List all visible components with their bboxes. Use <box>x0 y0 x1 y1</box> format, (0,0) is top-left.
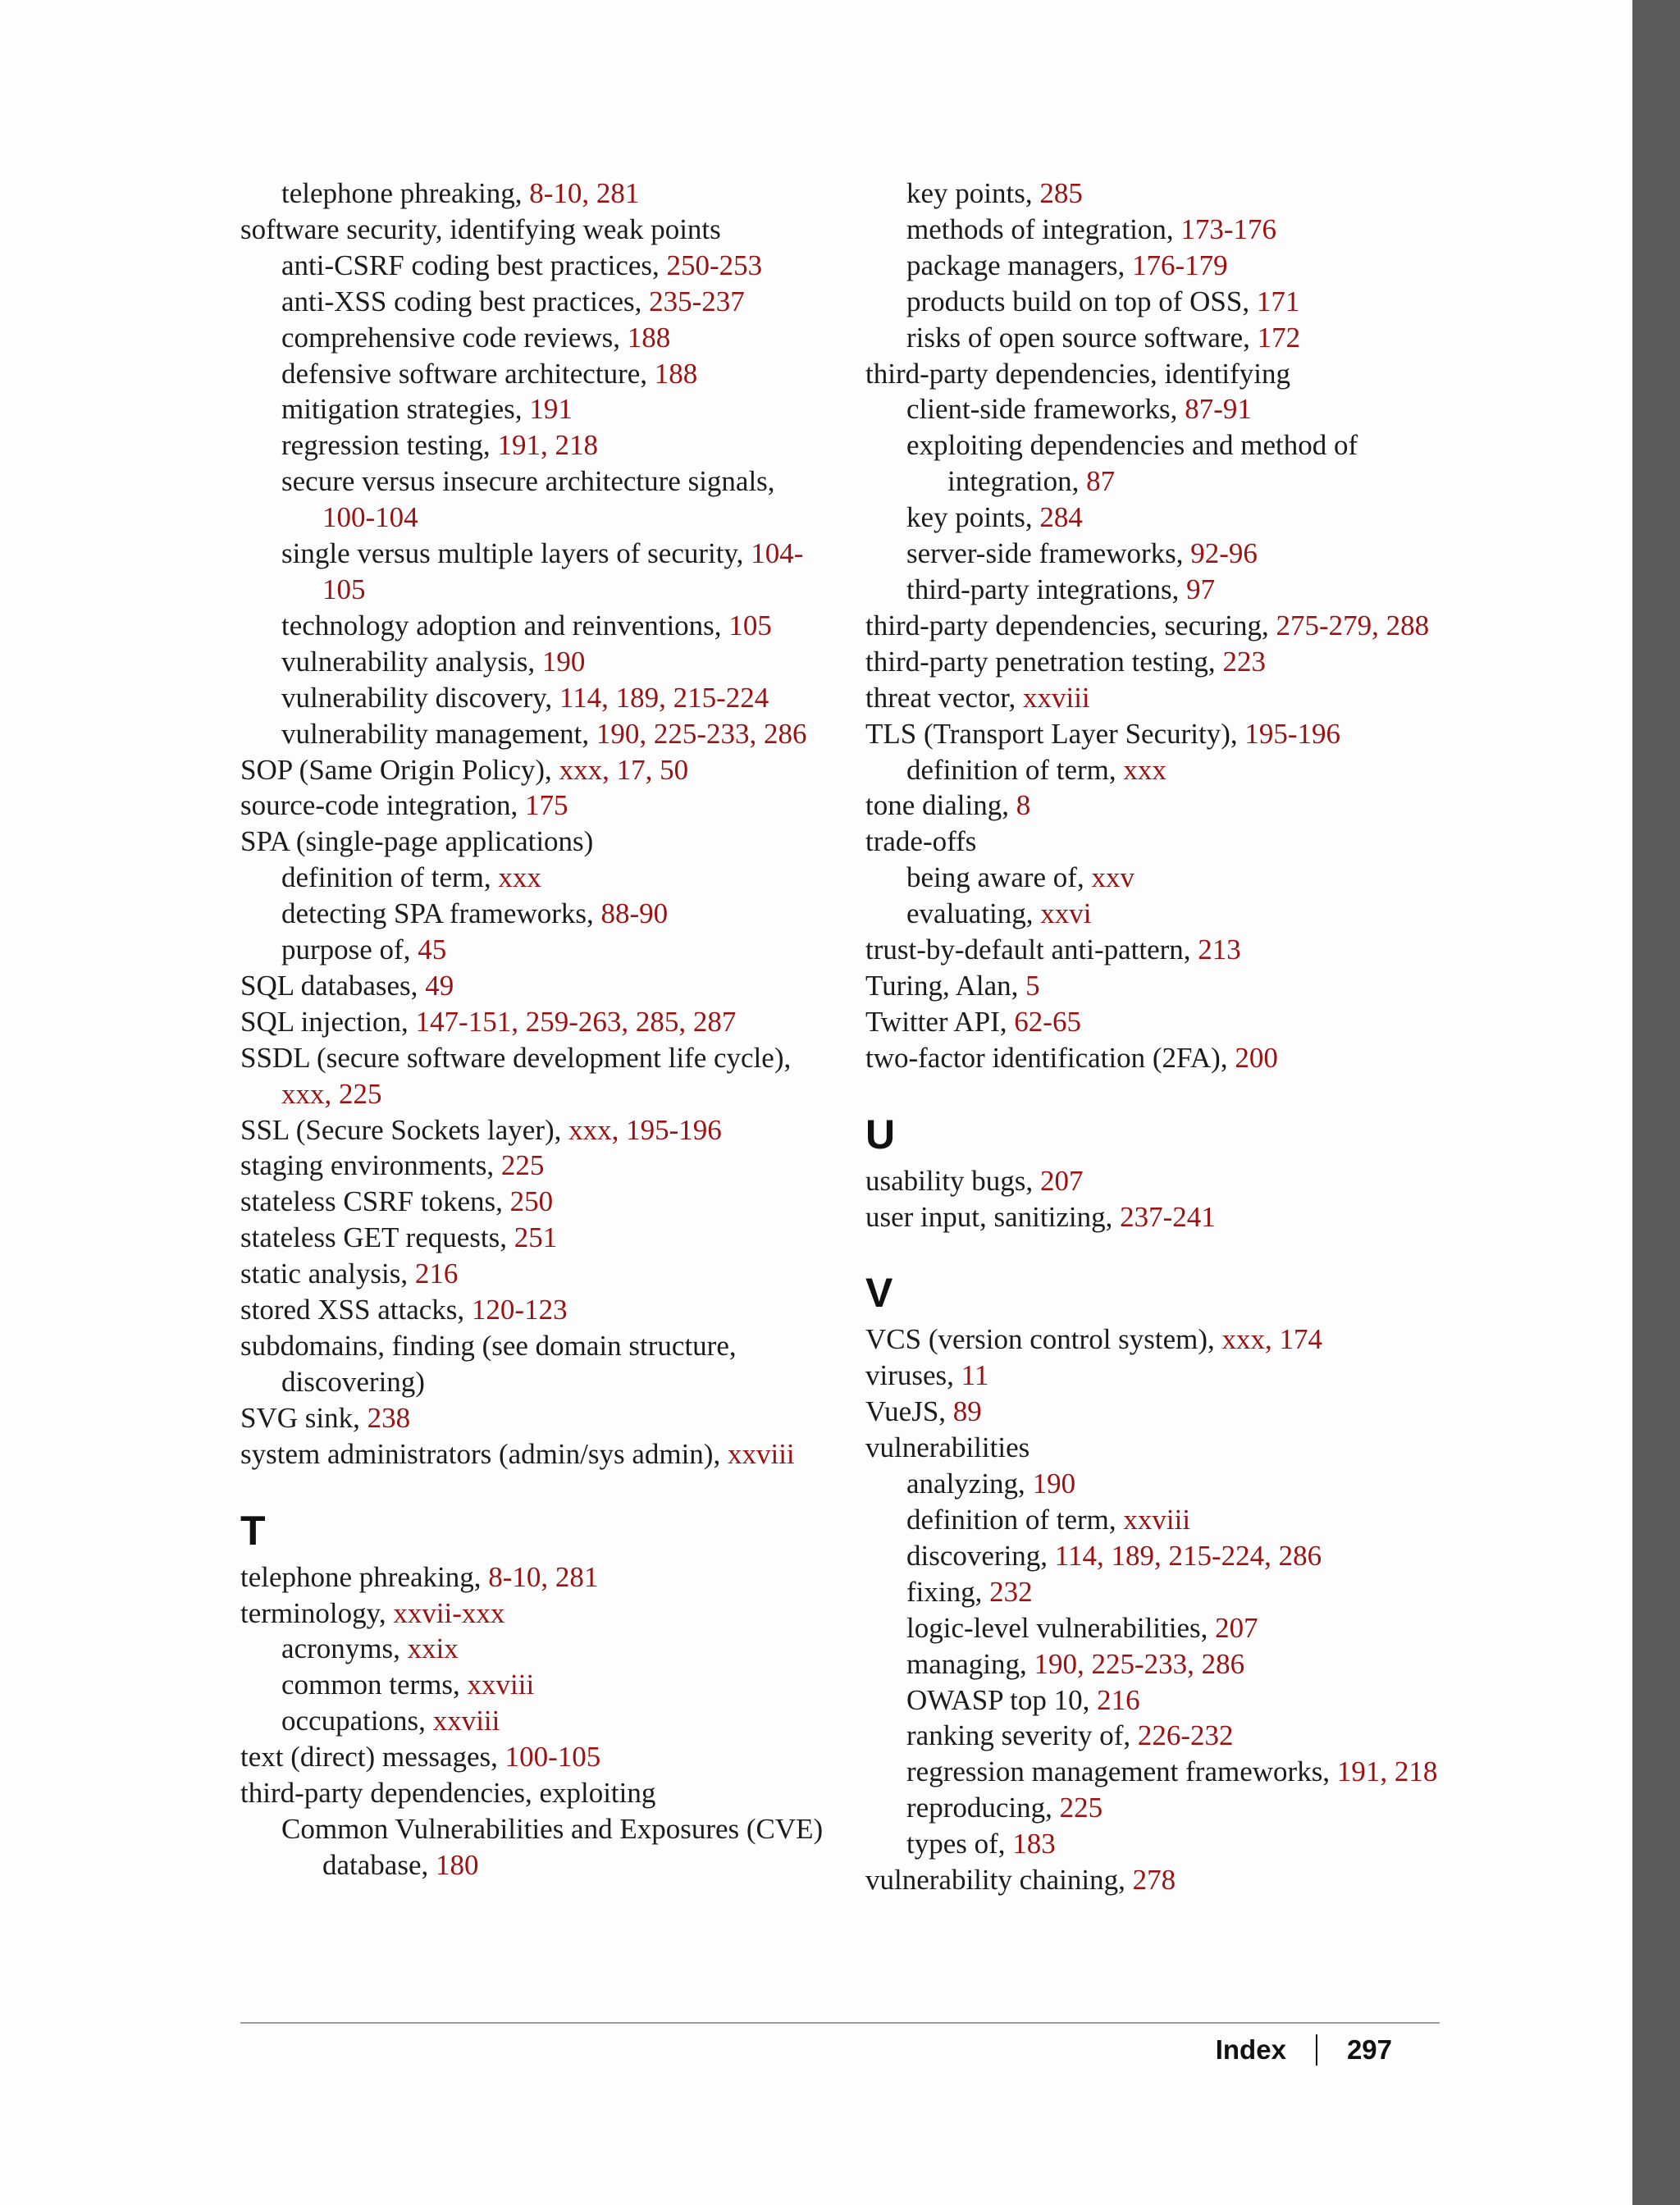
index-entry <box>865 356 1456 392</box>
page-references[interactable]: 213 <box>1198 934 1241 966</box>
entry-term: trust-by-default anti-pattern, <box>865 934 1198 966</box>
page-references[interactable]: xxx, 225 <box>281 1077 382 1110</box>
index-subentry <box>865 284 1456 320</box>
index-column-left <box>240 176 831 1883</box>
entry-term: logic-level vulnerabilities, <box>906 1611 1216 1644</box>
entry-term: TLS (Transport Layer Security), <box>865 717 1245 750</box>
index-entry <box>865 1163 1456 1199</box>
page-references[interactable]: 172 <box>1257 321 1301 354</box>
index-subentry <box>865 1790 1456 1826</box>
page-references[interactable]: 100-104 <box>322 501 418 534</box>
index-subentry <box>865 860 1456 896</box>
entry-term: key points, <box>906 501 1040 534</box>
entry-term: SOP (Same Origin Policy), <box>240 753 559 786</box>
entry-term: stateless CSRF tokens, <box>240 1185 510 1218</box>
page-references[interactable]: xxviii <box>1022 681 1090 714</box>
index-letter-heading: U <box>865 1111 896 1157</box>
page-references[interactable]: 207 <box>1215 1611 1258 1644</box>
entry-term: vulnerability management, <box>281 717 596 750</box>
index-subentry <box>240 896 831 932</box>
page-references[interactable]: 216 <box>414 1258 459 1290</box>
scrollbar-track[interactable] <box>1632 0 1680 2205</box>
entry-term: key points, <box>906 177 1040 209</box>
entry-term: detecting SPA frameworks, <box>281 897 601 930</box>
index-entry <box>865 1862 1456 1898</box>
entry-term: purpose of, <box>281 934 418 966</box>
entry-term: SQL injection, <box>240 1005 416 1038</box>
entry-term: comprehensive code reviews, <box>281 321 628 354</box>
entry-term: stored XSS attacks, <box>240 1294 472 1326</box>
index-subentry <box>240 284 831 320</box>
index-subentry <box>865 212 1456 248</box>
entry-term: threat vector, <box>865 681 1023 714</box>
page-references[interactable]: 171 <box>1256 285 1300 317</box>
index-letter-heading: T <box>240 1507 266 1554</box>
page-references[interactable]: 284 <box>1039 501 1083 534</box>
page-references[interactable]: 183 <box>1012 1828 1056 1860</box>
page-references[interactable]: 8-10, 281 <box>529 177 640 209</box>
index-entry <box>240 1148 831 1184</box>
index-subentry <box>240 932 831 968</box>
entry-term: evaluating, <box>906 897 1041 930</box>
index-subentry <box>240 860 831 896</box>
index-entry <box>240 1220 831 1256</box>
entry-term: defensive software architecture, <box>281 357 655 390</box>
index-subentry <box>865 500 1456 536</box>
page-references[interactable]: 223 <box>1222 645 1266 678</box>
index-subentry <box>865 320 1456 356</box>
entry-term: usability bugs, <box>865 1164 1040 1197</box>
index-entry <box>240 212 831 248</box>
index-subentry <box>865 1754 1456 1790</box>
page-references[interactable]: xxvi <box>1040 897 1092 930</box>
page-references[interactable]: xxx, 174 <box>1221 1323 1323 1356</box>
entry-term: system administrators (admin/sys admin), <box>240 1437 728 1470</box>
page-references[interactable]: 147-151, 259-263, 285, 287 <box>415 1005 737 1038</box>
index-entry <box>240 1004 831 1040</box>
entry-term: third-party dependencies, securing, <box>865 609 1276 641</box>
page-references[interactable]: 238 <box>367 1401 411 1434</box>
index-entry <box>240 1328 831 1400</box>
entry-term: viruses, <box>865 1359 961 1392</box>
index-subentry <box>865 176 1456 212</box>
index-entry <box>865 644 1456 680</box>
entry-term: SQL databases, <box>240 969 426 1002</box>
index-subentry <box>865 896 1456 932</box>
index-subentry <box>865 1682 1456 1719</box>
entry-term: exploiting dependencies and method of integration, <box>906 429 1358 498</box>
index-subentry <box>865 427 1456 500</box>
page-references[interactable]: xxviii <box>432 1705 500 1737</box>
entry-term: vulnerabilities <box>865 1431 1030 1464</box>
page-references[interactable]: 235-237 <box>649 285 745 317</box>
page-references[interactable]: 278 <box>1132 1864 1176 1897</box>
page-references[interactable]: 175 <box>524 789 568 822</box>
index-subentry <box>865 1574 1456 1610</box>
index-subentry <box>865 391 1456 427</box>
page-references[interactable]: xxx <box>1123 753 1166 786</box>
entry-term: analyzing, <box>906 1468 1033 1500</box>
index-entry <box>240 1256 831 1292</box>
entry-term: Turing, Alan, <box>865 969 1026 1002</box>
page-references[interactable]: xxvii-xxx <box>393 1596 505 1629</box>
entry-term: third-party dependencies, identifying <box>865 357 1291 390</box>
entry-term: regression management frameworks, <box>906 1755 1337 1788</box>
footer-separator <box>1316 2034 1317 2066</box>
index-subentry <box>865 1826 1456 1862</box>
index-subentry <box>240 1811 831 1883</box>
entry-term: user input, sanitizing, <box>865 1200 1121 1233</box>
index-subentry <box>865 1502 1456 1538</box>
page-references[interactable]: 97 <box>1186 573 1216 605</box>
entry-term: types of, <box>906 1828 1013 1860</box>
page-references[interactable]: 195-196 <box>1244 717 1341 750</box>
page-references[interactable]: 237-241 <box>1120 1200 1216 1233</box>
index-subentry <box>240 391 831 427</box>
entry-term: third-party dependencies, exploiting <box>240 1777 656 1810</box>
entry-term: third-party penetration testing, <box>865 645 1223 678</box>
index-entry <box>240 1040 831 1112</box>
page-references[interactable]: xxviii <box>727 1437 795 1470</box>
entry-term: package managers, <box>906 249 1132 281</box>
entry-term: VueJS, <box>865 1395 953 1428</box>
index-letter-heading: V <box>865 1270 893 1317</box>
entry-term: server-side frameworks, <box>906 537 1191 570</box>
entry-term: single versus multiple layers of security, <box>281 537 751 570</box>
index-subentry <box>240 427 831 463</box>
page-references[interactable]: 250 <box>509 1185 554 1218</box>
footer-rule <box>240 2022 1440 2024</box>
index-entry <box>240 1739 831 1775</box>
page-references[interactable]: 190, 225-233, 286 <box>596 717 807 750</box>
entry-term: two-factor identification (2FA), <box>865 1041 1235 1074</box>
entry-term: common terms, <box>281 1669 468 1701</box>
index-subentry <box>865 1610 1456 1646</box>
entry-term: vulnerability discovery, <box>281 681 559 714</box>
entry-term: fixing, <box>906 1575 990 1608</box>
entry-term: occupations, <box>281 1705 433 1737</box>
index-subentry <box>865 572 1456 608</box>
index-column-right <box>865 176 1456 1898</box>
page-references[interactable]: xxv <box>1091 861 1134 894</box>
entry-term: acronyms, <box>281 1632 408 1665</box>
index-entry <box>240 752 831 788</box>
page-references[interactable]: 190, 225-233, 286 <box>1034 1647 1245 1680</box>
page-references[interactable]: 225 <box>500 1149 545 1182</box>
entry-term: text (direct) messages, <box>240 1741 505 1774</box>
page-references[interactable]: 87 <box>1086 465 1116 498</box>
index-subentry <box>240 1667 831 1703</box>
page-references[interactable]: 100-105 <box>504 1741 601 1774</box>
entry-term: discovering, <box>906 1539 1055 1572</box>
index-subentry <box>865 752 1456 788</box>
page-references[interactable]: 275-279, 288 <box>1276 609 1430 641</box>
index-subentry <box>865 1538 1456 1574</box>
entry-term: vulnerability chaining, <box>865 1864 1133 1897</box>
entry-term: VCS (version control system), <box>865 1323 1222 1356</box>
index-subentry <box>240 680 831 716</box>
page-references[interactable]: 176-179 <box>1132 249 1228 281</box>
page-references[interactable]: 232 <box>989 1575 1033 1608</box>
entry-term: vulnerability analysis, <box>281 645 542 678</box>
index-entry <box>240 1292 831 1328</box>
index-subentry <box>240 320 831 356</box>
entry-term: anti-CSRF coding best practices, <box>281 249 667 281</box>
entry-term: source-code integration, <box>240 789 525 822</box>
entry-term: ranking severity of, <box>906 1719 1138 1752</box>
entry-term: being aware of, <box>906 861 1092 894</box>
entry-term: software security, identifying weak points <box>240 212 721 245</box>
page-references[interactable]: 180 <box>435 1848 479 1881</box>
page-references[interactable]: 191, 218 <box>1336 1755 1438 1788</box>
entry-term: telephone phreaking, <box>281 177 530 209</box>
entry-term: methods of integration, <box>906 212 1181 245</box>
index-entry <box>240 1559 831 1596</box>
entry-term: SSL (Secure Sockets layer), <box>240 1113 569 1146</box>
entry-term: reproducing, <box>906 1792 1060 1824</box>
page-references[interactable]: xxx, 195-196 <box>568 1113 722 1146</box>
entry-term: staging environments, <box>240 1149 501 1182</box>
entry-term: Common Vulnerabilities and Exposures (CVE) database, <box>281 1812 824 1881</box>
page-references[interactable]: xxviii <box>1123 1504 1191 1536</box>
index-entry <box>865 608 1456 644</box>
index-subentry <box>240 716 831 752</box>
index-entry <box>865 680 1456 716</box>
index-subentry <box>865 1466 1456 1502</box>
page-references[interactable]: 8 <box>1016 789 1031 822</box>
entry-term: SVG sink, <box>240 1401 368 1434</box>
page-references[interactable]: 87-91 <box>1185 393 1252 426</box>
index-subentry <box>865 1718 1456 1754</box>
page-references[interactable]: 191, 218 <box>497 429 598 462</box>
index-entry <box>865 1322 1456 1358</box>
page-references[interactable]: 190 <box>541 645 586 678</box>
entry-term: client-side frameworks, <box>906 393 1185 426</box>
page-references[interactable]: 45 <box>418 934 447 966</box>
page-number: 297 <box>1346 2034 1392 2065</box>
footer-section-label: Index <box>1215 2034 1286 2065</box>
index-entry <box>240 788 831 824</box>
page-references[interactable]: 62-65 <box>1014 1005 1081 1038</box>
entry-term: regression testing, <box>281 429 498 462</box>
index-entry <box>865 1358 1456 1394</box>
page-references[interactable]: 49 <box>425 969 454 1002</box>
page-references[interactable]: 8-10, 281 <box>488 1560 599 1593</box>
page-references[interactable]: 105 <box>728 609 772 641</box>
index-entry <box>240 1436 831 1472</box>
entry-term: static analysis, <box>240 1258 415 1290</box>
entry-term: anti-XSS coding best practices, <box>281 285 650 317</box>
entry-term: SPA (single-page applications) <box>240 825 594 858</box>
index-entry <box>240 824 831 860</box>
page-references[interactable]: 216 <box>1097 1683 1140 1716</box>
page-references[interactable]: 92-96 <box>1190 537 1258 570</box>
index-entry <box>240 1400 831 1436</box>
page-references[interactable]: 120-123 <box>471 1294 568 1326</box>
index-entry <box>240 968 831 1004</box>
index-entry <box>240 1184 831 1220</box>
index-entry <box>865 1394 1456 1430</box>
index-subentry <box>240 536 831 608</box>
index-subentry <box>240 644 831 680</box>
entry-term: SSDL (secure software development life cycle), <box>240 1041 792 1074</box>
index-entry <box>865 932 1456 968</box>
entry-term: definition of term, <box>906 753 1124 786</box>
page-references[interactable]: 114, 189, 215-224, 286 <box>1054 1539 1322 1572</box>
entry-term: technology adoption and reinventions, <box>281 609 729 641</box>
index-entry <box>240 1596 831 1632</box>
page-references[interactable]: 11 <box>961 1359 989 1392</box>
entry-term: products build on top of OSS, <box>906 285 1257 317</box>
page-references[interactable]: 207 <box>1039 1164 1084 1197</box>
index-subentry <box>865 1646 1456 1682</box>
index-entry <box>865 824 1456 860</box>
index-subentry <box>240 608 831 644</box>
index-entry <box>865 1040 1456 1076</box>
page-references[interactable]: xxix <box>407 1632 459 1665</box>
page-references[interactable]: xxviii <box>467 1669 535 1701</box>
entry-term: definition of term, <box>906 1504 1124 1536</box>
page-references[interactable]: 188 <box>627 321 671 354</box>
page-references[interactable]: 225 <box>1059 1792 1103 1824</box>
page-references[interactable]: 5 <box>1025 969 1040 1002</box>
entry-term: Twitter API, <box>865 1005 1015 1038</box>
index-subentry <box>865 536 1456 572</box>
entry-term: risks of open source software, <box>906 321 1258 354</box>
entry-term: definition of term, <box>281 861 499 894</box>
entry-term: telephone phreaking, <box>240 1560 489 1593</box>
index-subentry <box>240 356 831 392</box>
index-subentry <box>240 248 831 284</box>
index-entry <box>865 1199 1456 1235</box>
page-references[interactable]: 251 <box>514 1221 558 1254</box>
page-references[interactable]: 188 <box>654 357 698 390</box>
entry-term: mitigation strategies, <box>281 393 530 426</box>
index-entry <box>865 1430 1456 1466</box>
index-entry <box>865 716 1456 752</box>
page-references[interactable]: 200 <box>1235 1041 1278 1074</box>
index-entry <box>240 1112 831 1148</box>
page-references[interactable]: 226-232 <box>1137 1719 1234 1752</box>
entry-term: OWASP top 10, <box>906 1683 1098 1716</box>
index-subentry <box>240 463 831 536</box>
page-references[interactable]: 173-176 <box>1180 212 1277 245</box>
entry-term: tone dialing, <box>865 789 1016 822</box>
entry-term: subdomains, finding (see domain structure, discovering) <box>240 1330 737 1398</box>
index-subentry <box>865 248 1456 284</box>
entry-term: third-party integrations, <box>906 573 1187 605</box>
index-entry <box>865 1004 1456 1040</box>
index-entry <box>865 968 1456 1004</box>
entry-term: terminology, <box>240 1596 394 1629</box>
page-references[interactable]: 191 <box>529 393 573 426</box>
entry-term: trade-offs <box>865 825 977 858</box>
page-references[interactable]: 285 <box>1039 177 1083 209</box>
page-references[interactable]: 250-253 <box>666 249 763 281</box>
page-references[interactable]: xxx, 17, 50 <box>559 753 689 786</box>
page-references[interactable]: 104-105 <box>322 537 804 605</box>
entry-term: managing, <box>906 1647 1034 1680</box>
index-subentry <box>240 1703 831 1739</box>
page-references[interactable]: 89 <box>952 1395 982 1428</box>
index-entry <box>240 1775 831 1811</box>
entry-term: secure versus insecure architecture signals, <box>281 465 775 498</box>
index-entry <box>865 788 1456 824</box>
index-subentry <box>240 1631 831 1667</box>
page-footer <box>1216 2034 1392 2066</box>
entry-term: stateless GET requests, <box>240 1221 514 1254</box>
page-references[interactable]: 88-90 <box>600 897 669 930</box>
page-references[interactable]: 114, 189, 215-224 <box>559 681 769 714</box>
index-subentry <box>240 176 831 212</box>
page-references[interactable]: 190 <box>1032 1468 1076 1500</box>
page-references[interactable]: xxx <box>498 861 541 894</box>
